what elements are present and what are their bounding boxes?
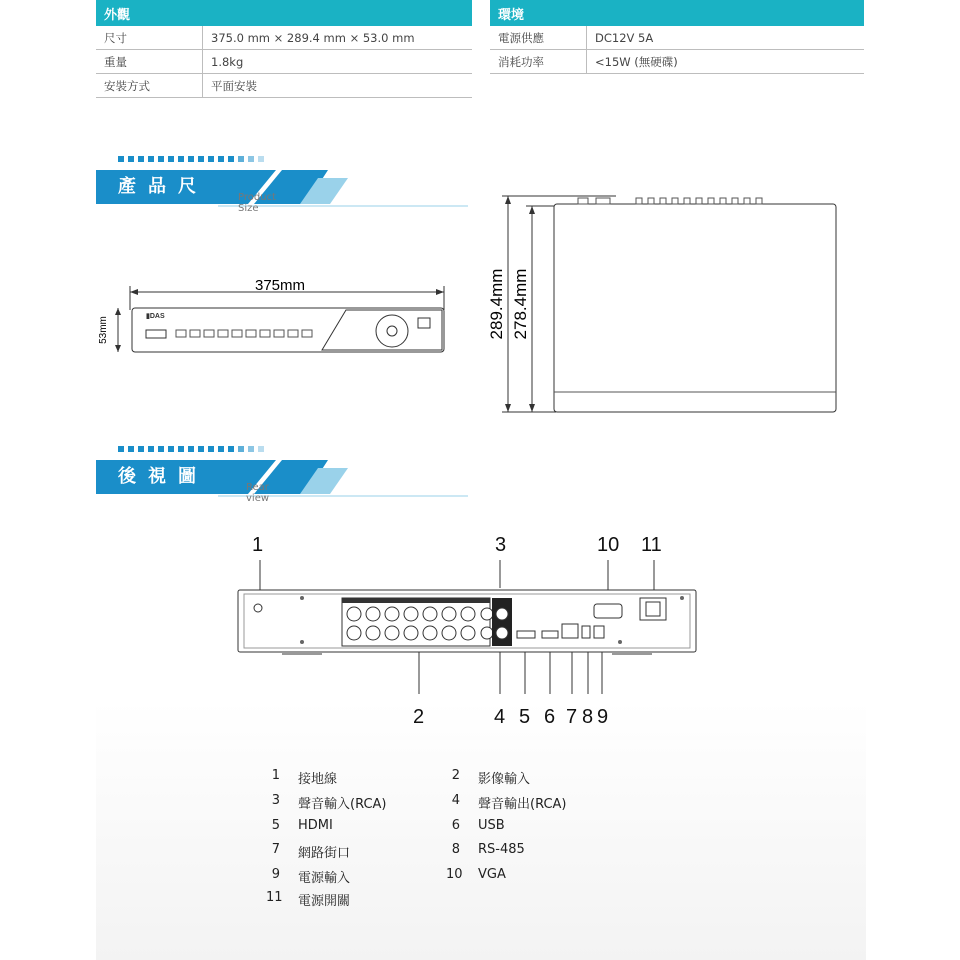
callout-number: 5 [519,706,531,728]
spec-key: 尺寸 [96,26,203,50]
legend-item [266,818,333,833]
legend-item [446,818,505,833]
legend-label: 影像輸入 [478,772,531,787]
legend-label: RS-485 [478,842,525,857]
legend-number: 7 [271,842,280,857]
legend-number: 4 [451,793,460,808]
spec-key: 電源供應 [490,26,587,50]
legend-item [446,768,530,787]
banner-dots [118,446,264,452]
height-label: 53mm [98,316,109,344]
callout-number: 9 [597,706,609,728]
legend-number: 9 [271,867,280,882]
legend-label: 聲音輸入(RCA) [298,797,387,812]
network-port [562,624,578,638]
callout-number: 1 [252,534,264,556]
callout-number: 4 [494,706,506,728]
legend-number: 11 [266,890,283,905]
front-view-diagram [96,270,456,370]
legend-item [266,842,350,861]
spec-value: 1.8kg [203,50,473,74]
spec-key: 安裝方式 [96,74,203,98]
rs485-port [582,626,590,638]
rear-panel-diagram [232,556,702,706]
usb-port [542,631,558,638]
legend-label: 電源輸入 [298,871,351,886]
legend-item [446,867,506,882]
spec-value: <15W (無硬碟) [587,50,865,74]
legend-label: 網路街口 [298,846,351,861]
spec-value: DC12V 5A [587,26,865,50]
top-view-diagram [487,192,844,420]
banner-dots [118,156,264,162]
legend-label: USB [478,818,505,833]
callout-number: 3 [495,534,507,556]
callout-number: 2 [413,706,425,728]
svg-text:▮DAS: ▮DAS [146,313,165,320]
legend-item [266,867,350,886]
width-label: 375mm [254,277,306,294]
legend-item [266,890,350,909]
ground-terminal [254,604,262,612]
hdmi-port [517,631,535,638]
callout-number: 11 [641,534,662,556]
legend-item [446,793,567,812]
banner-stripe-icon [218,460,348,494]
spec-key: 消耗功率 [490,50,587,74]
legend-label: HDMI [298,818,333,833]
legend-label: 電源開關 [298,894,351,909]
section-subtitle: Rear view [246,482,270,504]
legend-number: 1 [271,768,280,783]
section-title: 產品尺寸 [96,170,218,204]
appearance-spec-table [96,0,472,98]
callout-number: 10 [597,534,620,556]
callout-number: 8 [582,706,594,728]
legend-item [266,793,387,812]
legend-number: 3 [271,793,280,808]
depth-outer-label: 289.4mm [487,268,506,340]
depth-inner-label: 278.4mm [511,268,530,340]
spec-key: 重量 [96,50,203,74]
legend-item [446,842,525,857]
legend-number: 2 [451,768,460,783]
callout-number: 6 [544,706,556,728]
legend-number: 6 [451,818,460,833]
legend-label: 接地線 [298,772,338,787]
power-input [594,626,604,638]
legend-number: 5 [271,818,280,833]
legend-label: VGA [478,867,506,882]
legend-number: 10 [446,867,463,882]
vga-port [594,604,622,618]
environment-header: 環境 [490,0,864,26]
spec-value: 375.0 mm × 289.4 mm × 53.0 mm [203,26,473,50]
callout-number: 7 [566,706,578,728]
appearance-header: 外觀 [96,0,472,26]
section-subtitle: Product Size [238,192,276,214]
environment-spec-table [490,0,864,74]
section-title: 後視圖 [96,460,218,494]
legend-label: 聲音輸出(RCA) [478,797,567,812]
legend-number: 8 [451,842,460,857]
dvr-top-body [554,204,836,412]
spec-value: 平面安裝 [203,74,473,98]
legend-item [266,768,337,787]
